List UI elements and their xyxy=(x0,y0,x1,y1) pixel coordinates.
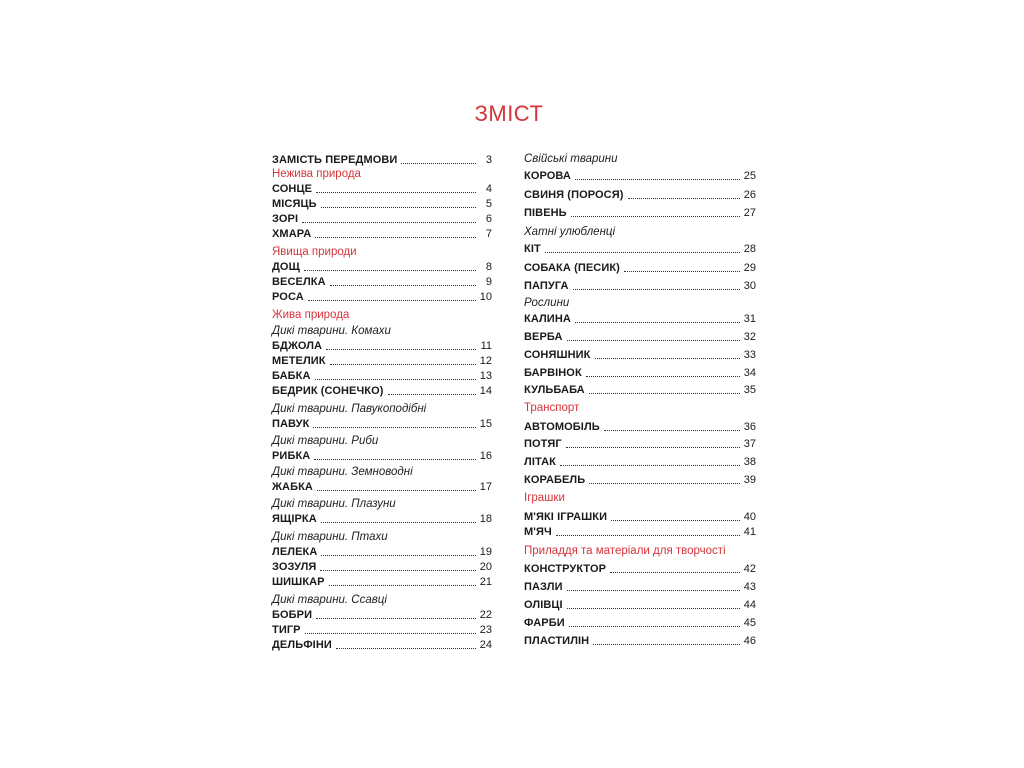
toc-entry xyxy=(524,455,756,469)
dot-leader xyxy=(560,465,740,466)
dot-leader xyxy=(336,648,476,649)
toc-entry-title: БОБРИ xyxy=(272,609,313,621)
toc-entry-page-number: 3 xyxy=(485,154,492,166)
toc-entry-page-number: 22 xyxy=(479,609,492,621)
toc-entry-title: ВЕРБА xyxy=(524,331,563,343)
toc-entry xyxy=(272,575,492,589)
dot-leader xyxy=(571,216,740,217)
toc-entry-page-number: 29 xyxy=(743,262,756,274)
toc-entry-page-number: 5 xyxy=(485,198,492,210)
toc-entry-page-number: 37 xyxy=(743,438,756,450)
toc-entry xyxy=(272,227,492,241)
toc-entry-title: КОРАБЕЛЬ xyxy=(524,474,586,486)
dot-leader xyxy=(308,300,476,301)
dot-leader xyxy=(330,285,476,286)
subsection-heading: Дикі тварини. Птахи xyxy=(272,531,388,543)
dot-leader xyxy=(589,483,739,484)
toc-entry xyxy=(524,383,756,397)
toc-entry-title: ПІВЕНЬ xyxy=(524,207,567,219)
subsection-heading: Хатні улюбленці xyxy=(524,226,616,238)
subsection-heading: Дикі тварини. Плазуни xyxy=(272,498,396,510)
toc-entry xyxy=(524,634,756,648)
dot-leader xyxy=(316,618,476,619)
toc-entry-title: БАБКА xyxy=(272,370,311,382)
toc-entry-title: БЕДРИК (СОНЕЧКО) xyxy=(272,385,384,397)
toc-entry-title: ЛЕЛЕКА xyxy=(272,546,318,558)
dot-leader xyxy=(304,270,476,271)
dot-leader xyxy=(388,394,476,395)
toc-entry xyxy=(272,354,492,368)
toc-entry-page-number: 28 xyxy=(743,243,756,255)
toc-entry-title: МІСЯЦЬ xyxy=(272,198,317,210)
toc-entry-title: ШИШКАР xyxy=(272,576,325,588)
toc-entry-page-number: 34 xyxy=(743,367,756,379)
toc-entry xyxy=(272,449,492,463)
toc-entry-page-number: 23 xyxy=(479,624,492,636)
toc-entry-title: СВИНЯ (ПОРОСЯ) xyxy=(524,189,624,201)
toc-entry xyxy=(272,275,492,289)
toc-entry-title: М'ЯЧ xyxy=(524,526,552,538)
dot-leader xyxy=(595,358,740,359)
section-heading: Нежива природа xyxy=(272,168,361,180)
toc-entry-page-number: 8 xyxy=(485,261,492,273)
toc-entry-page-number: 11 xyxy=(480,340,492,352)
toc-entry xyxy=(524,261,756,275)
toc-entry-title: ЗОЗУЛЯ xyxy=(272,561,317,573)
toc-entry-title: СОНЦЕ xyxy=(272,183,313,195)
dot-leader xyxy=(313,427,475,428)
toc-entry-page-number: 13 xyxy=(479,370,492,382)
toc-entry xyxy=(524,312,756,326)
section-heading: Транспорт xyxy=(524,402,580,414)
toc-entry-page-number: 10 xyxy=(479,291,492,303)
toc-entry xyxy=(272,638,492,652)
dot-leader xyxy=(628,198,740,199)
dot-leader xyxy=(566,447,740,448)
toc-entry xyxy=(524,598,756,612)
section-heading: Іграшки xyxy=(524,492,565,504)
toc-entry xyxy=(272,608,492,622)
toc-entry-page-number: 42 xyxy=(743,563,756,575)
toc-entry-page-number: 25 xyxy=(743,170,756,182)
subsection-heading: Дикі тварини. Риби xyxy=(272,435,379,447)
toc-entry xyxy=(524,580,756,594)
subsection-heading: Дикі тварини. Ссавці xyxy=(272,594,387,606)
toc-entry-page-number: 30 xyxy=(743,280,756,292)
dot-leader xyxy=(317,490,476,491)
toc-entry xyxy=(524,525,756,539)
toc-entry-title: СОНЯШНИК xyxy=(524,349,591,361)
dot-leader xyxy=(589,393,740,394)
dot-leader xyxy=(575,179,740,180)
dot-leader xyxy=(321,555,475,556)
toc-entry xyxy=(524,188,756,202)
subsection-heading: Дикі тварини. Павукоподібні xyxy=(272,403,427,415)
toc-entry-title: АВТОМОБІЛЬ xyxy=(524,421,600,433)
toc-entry-title: РОСА xyxy=(272,291,304,303)
toc-entry-title: КІТ xyxy=(524,243,541,255)
toc-entry-title: ЗАМІСТЬ ПЕРЕДМОВИ xyxy=(272,154,398,166)
page-title: ЗМІСТ xyxy=(474,101,544,126)
section-heading: Явища природи xyxy=(272,246,357,258)
toc-entry xyxy=(524,616,756,630)
toc-entry xyxy=(524,366,756,380)
dot-leader xyxy=(624,271,740,272)
toc-entry xyxy=(272,623,492,637)
toc-entry-title: БДЖОЛА xyxy=(272,340,323,352)
toc-entry xyxy=(524,437,756,451)
toc-entry xyxy=(272,260,492,274)
toc-entry-page-number: 26 xyxy=(743,189,756,201)
subsection-heading: Дикі тварини. Комахи xyxy=(272,325,391,337)
toc-entry-title: ДЕЛЬФІНИ xyxy=(272,639,332,651)
toc-entry-title: БАРВІНОК xyxy=(524,367,582,379)
dot-leader xyxy=(575,322,740,323)
dot-leader xyxy=(315,237,476,238)
dot-leader xyxy=(330,364,476,365)
toc-entry-title: ЖАБКА xyxy=(272,481,313,493)
toc-entry-page-number: 18 xyxy=(479,513,492,525)
toc-entry-title: МЕТЕЛИК xyxy=(272,355,326,367)
toc-entry xyxy=(272,369,492,383)
toc-entry-page-number: 46 xyxy=(743,635,756,647)
toc-entry-title: ПАВУК xyxy=(272,418,310,430)
toc-entry xyxy=(524,473,756,487)
dot-leader xyxy=(610,572,740,573)
toc-entry-title: ЛІТАК xyxy=(524,456,556,468)
dot-leader xyxy=(329,585,476,586)
toc-entry-page-number: 32 xyxy=(743,331,756,343)
toc-entry xyxy=(272,182,492,196)
toc-entry-page-number: 15 xyxy=(479,418,492,430)
toc-entry-title: КАЛИНА xyxy=(524,313,571,325)
toc-entry-title: ФАРБИ xyxy=(524,617,565,629)
toc-entry-page-number: 38 xyxy=(743,456,756,468)
subsection-heading: Дикі тварини. Земноводні xyxy=(272,466,413,478)
dot-leader xyxy=(315,379,476,380)
toc-entry-title: М'ЯКІ ІГРАШКИ xyxy=(524,511,608,523)
toc-entry-page-number: 6 xyxy=(485,213,492,225)
toc-entry-title: ПАЗЛИ xyxy=(524,581,563,593)
toc-entry-title: РИБКА xyxy=(272,450,311,462)
dot-leader xyxy=(611,520,740,521)
toc-entry xyxy=(272,290,492,304)
subsection-heading: Свійські тварини xyxy=(524,153,618,165)
dot-leader xyxy=(556,535,740,536)
dot-leader xyxy=(316,192,476,193)
toc-entry-title: ДОЩ xyxy=(272,261,300,273)
toc-entry-title: ЯЩІРКА xyxy=(272,513,317,525)
toc-entry xyxy=(524,242,756,256)
toc-entry-page-number: 14 xyxy=(479,385,492,397)
toc-entry-page-number: 21 xyxy=(479,576,492,588)
toc-entry xyxy=(524,279,756,293)
toc-entry-title: СОБАКА (ПЕСИК) xyxy=(524,262,620,274)
toc-entry xyxy=(524,169,756,183)
dot-leader xyxy=(545,252,740,253)
toc-entry-title: КОНСТРУКТОР xyxy=(524,563,607,575)
toc-entry-title: ТИГР xyxy=(272,624,301,636)
toc-entry-page-number: 33 xyxy=(743,349,756,361)
dot-leader xyxy=(604,430,740,431)
dot-leader xyxy=(567,340,740,341)
toc-entry-page-number: 17 xyxy=(479,481,492,493)
toc-entry-page-number: 43 xyxy=(743,581,756,593)
dot-leader xyxy=(321,522,476,523)
toc-entry-page-number: 41 xyxy=(743,526,756,538)
toc-entry-page-number: 20 xyxy=(479,561,492,573)
dot-leader xyxy=(567,590,740,591)
subsection-heading: Рослини xyxy=(524,297,570,309)
toc-entry xyxy=(272,153,492,167)
toc-entry xyxy=(272,417,492,431)
toc-entry-page-number: 4 xyxy=(485,183,492,195)
toc-entry-title: ОЛІВЦІ xyxy=(524,599,563,611)
toc-entry-page-number: 7 xyxy=(485,228,492,240)
toc-entry-title: ПОТЯГ xyxy=(524,438,562,450)
toc-entry-title: КУЛЬБАБА xyxy=(524,384,585,396)
toc-entry-title: ПАПУГА xyxy=(524,280,569,292)
toc-entry xyxy=(524,206,756,220)
toc-entry xyxy=(524,562,756,576)
dot-leader xyxy=(401,163,476,164)
toc-entry-page-number: 40 xyxy=(743,511,756,523)
toc-entry-title: ЗОРІ xyxy=(272,213,299,225)
toc-entry-page-number: 31 xyxy=(743,313,756,325)
dot-leader xyxy=(569,626,740,627)
toc-entry-page-number: 45 xyxy=(743,617,756,629)
dot-leader xyxy=(573,289,740,290)
toc-entry xyxy=(272,197,492,211)
toc-entry xyxy=(272,212,492,226)
toc-entry-title: ПЛАСТИЛІН xyxy=(524,635,590,647)
section-heading: Жива природа xyxy=(272,309,350,321)
dot-leader xyxy=(321,207,476,208)
dot-leader xyxy=(567,608,740,609)
toc-entry xyxy=(272,512,492,526)
dot-leader xyxy=(302,222,476,223)
toc-entry-title: ХМАРА xyxy=(272,228,312,240)
toc-entry xyxy=(272,560,492,574)
dot-leader xyxy=(593,644,740,645)
toc-entry-page-number: 36 xyxy=(743,421,756,433)
toc-entry-page-number: 19 xyxy=(479,546,492,558)
toc-entry xyxy=(524,510,756,524)
toc-entry-page-number: 24 xyxy=(479,639,492,651)
toc-entry xyxy=(272,339,492,353)
toc-entry xyxy=(524,330,756,344)
toc-entry xyxy=(524,348,756,362)
toc-entry-page-number: 35 xyxy=(743,384,756,396)
dot-leader xyxy=(314,459,475,460)
toc-entry xyxy=(272,545,492,559)
dot-leader xyxy=(320,570,475,571)
dot-leader xyxy=(305,633,476,634)
toc-entry-page-number: 12 xyxy=(479,355,492,367)
toc-entry-page-number: 27 xyxy=(743,207,756,219)
dot-leader xyxy=(326,349,476,350)
toc-entry-page-number: 9 xyxy=(485,276,492,288)
toc-entry xyxy=(524,420,756,434)
toc-entry-title: КОРОВА xyxy=(524,170,571,182)
toc-entry xyxy=(272,480,492,494)
toc-entry-page-number: 44 xyxy=(743,599,756,611)
toc-entry xyxy=(272,384,492,398)
dot-leader xyxy=(586,376,740,377)
toc-entry-page-number: 16 xyxy=(479,450,492,462)
toc-entry-title: ВЕСЕЛКА xyxy=(272,276,326,288)
section-heading: Приладдя та матеріали для творчості xyxy=(524,545,726,557)
toc-entry-page-number: 39 xyxy=(743,474,756,486)
